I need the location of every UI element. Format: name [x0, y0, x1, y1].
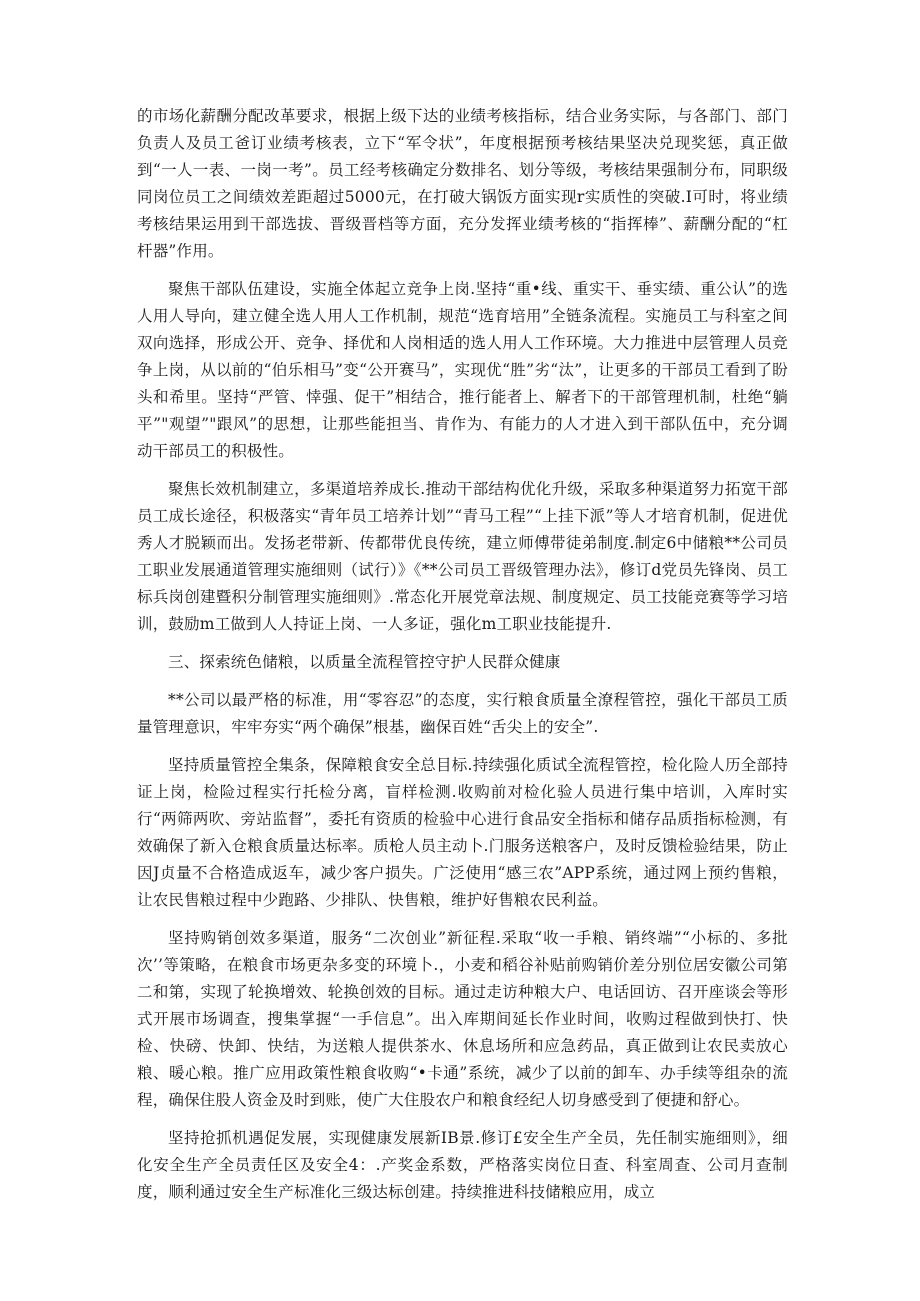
paragraph-1: 的市场化薪酬分配改革要求，根据上级下达的业绩考核指标，结合业务实际，与各部门、部门负责人及员工爸订业绩考核表，立下“军令状”，年度根据预考核结果坚决兑现奖惩，真正做到“一人一表、一岗一考”。员工经考核确定分数排名、划分等级，考核结果强制分布，同职级同岗位员工之间绩效差距超过5000元，在打破大锅饭方面实现r实质性的突破.I可时，将业绩考核结果运用到干部选拔、晋级晋档等方面，充分发挥业绩考核的“指挥棒”、薪酬分配的“杠杆器”作用。: [137, 107, 788, 260]
paragraph-6: 坚持购销创效多渠道，服务“二次创业”新征程.采取“收一手粮、销终端”“小标的、多批次’’等策略，在粮食市场更杂多变的环境卜.，小麦和稻谷补贴前购销价差分别位居安徽公司第二和第，实现了轮换增效、轮换创效的目标。通过走访种粮大户、电话回访、召开座谈会等形式开展市场调查，搜集掌握“一手信息”。出入库期间延长作业时间，收购过程做到快打、快检、快磅、快卸、快结，为送粮人提供茶水、休息场所和应急药品，真正做到让农民卖放心粮、暖心粮。推广应用政策性粮食收购“•卡通”系统，减少了以前的卸车、办手续等组杂的流程，确保住股人资金及时到账，使广大住股农户和粮食经纪人切身感受到了便捷和舒心。: [137, 929, 788, 1109]
paragraph-5: 坚持质量管控全集条，保障粮食安全总目标.持续强化质试全流程管控，检化险人历全部持证上岗，检险过程实行托检分离，盲样检测.收购前对检化验人员进行集中培训，入库时实行“两筛两吹、旁站监督”，委托有资质的检验中心进行食品安全指标和储存品质指标检测，有效确保了新入仓粮食质量达标率。质枪人员主动卜.门服务送粮客户，及时反馈检验结果，防止因J贞量不合格造成返车，减少客户损失。广泛使用“感三农”APP系统，通过网上预约售粮，让农民售粮过程中少跑路、少排队、快售粮，维护好售粮农民利益。: [137, 756, 788, 909]
section-heading: 三、探索统色储粮，以质量全流程管控守护人民群众健康: [168, 653, 561, 671]
paragraph-3: 聚焦长效机制建立，多渠道培养成长.推动干部结构优化升级，采取多种渠道努力拓宽干部员工成长途径，积极落实“青年员工培养计划”“青马工程”“上挂下派”等人才培育机制，促进优秀人才脱颖而出。发扬老带新、传都带优良传统，建立师傅带徒弟制度.制定6中储粮**公司员工职业发展通道管理实施细则（试行）》《**公司员工晋级管理办法》，修订d党员先锋岗、员工标兵岗创建暨积分制管理实施细则》.常态化开展党章法规、制度规定、员工技能竞赛等学习培训，鼓励m工做到人人持证上岗、一人多证，强化m工职业技能提升.: [137, 480, 788, 633]
paragraph-7: 坚持抢抓机遇促发展，实现健康发展新IB景.修订£安全生产全员，先任制实施细则》，细化安全生产全员责任区及安全4：.产奖金系数，严格落实岗位日查、科室周查、公司月查制度，顺利通过安全生产标准化三级达标创建。持续推进科技储粮应用，成立: [137, 1129, 788, 1201]
paragraph-4: **公司以最严格的标准，用“零容忍”的态度，实行粮食质量全潦程管控，强化干部员工质量管理意识，牢牢夯实“两个确保”根基，幽保百姓“舌尖上的安全”.: [137, 691, 788, 736]
document-body: [137, 103, 788, 1217]
paragraph-2: 聚焦干部队伍建设，实施全体起立竞争上岗.坚持“重•线、重实干、垂实绩、重公认”的选人用人导向，建立健全选人用人工作机制，规范“选育培用”全链条流程。实施员工与科室之间双向选择，形成公开、竞争、择优和人岗相适的选人用人工作环境。大力推进中层管理人员竞争上岗，从以前的“伯乐相马”变“公开赛马”，实现优“胜”劣“汰”，让更多的干部员工看到了盼头和希里。坚持“严管、悻强、促干”相结合，推行能者上、解者下的干部管理机制，杜绝“躺平”"观望”"跟风”的思想，让那些能担当、肯作为、有能力的人才进入到干部队伍中，充分调动干部员工的积极性。: [137, 280, 788, 460]
